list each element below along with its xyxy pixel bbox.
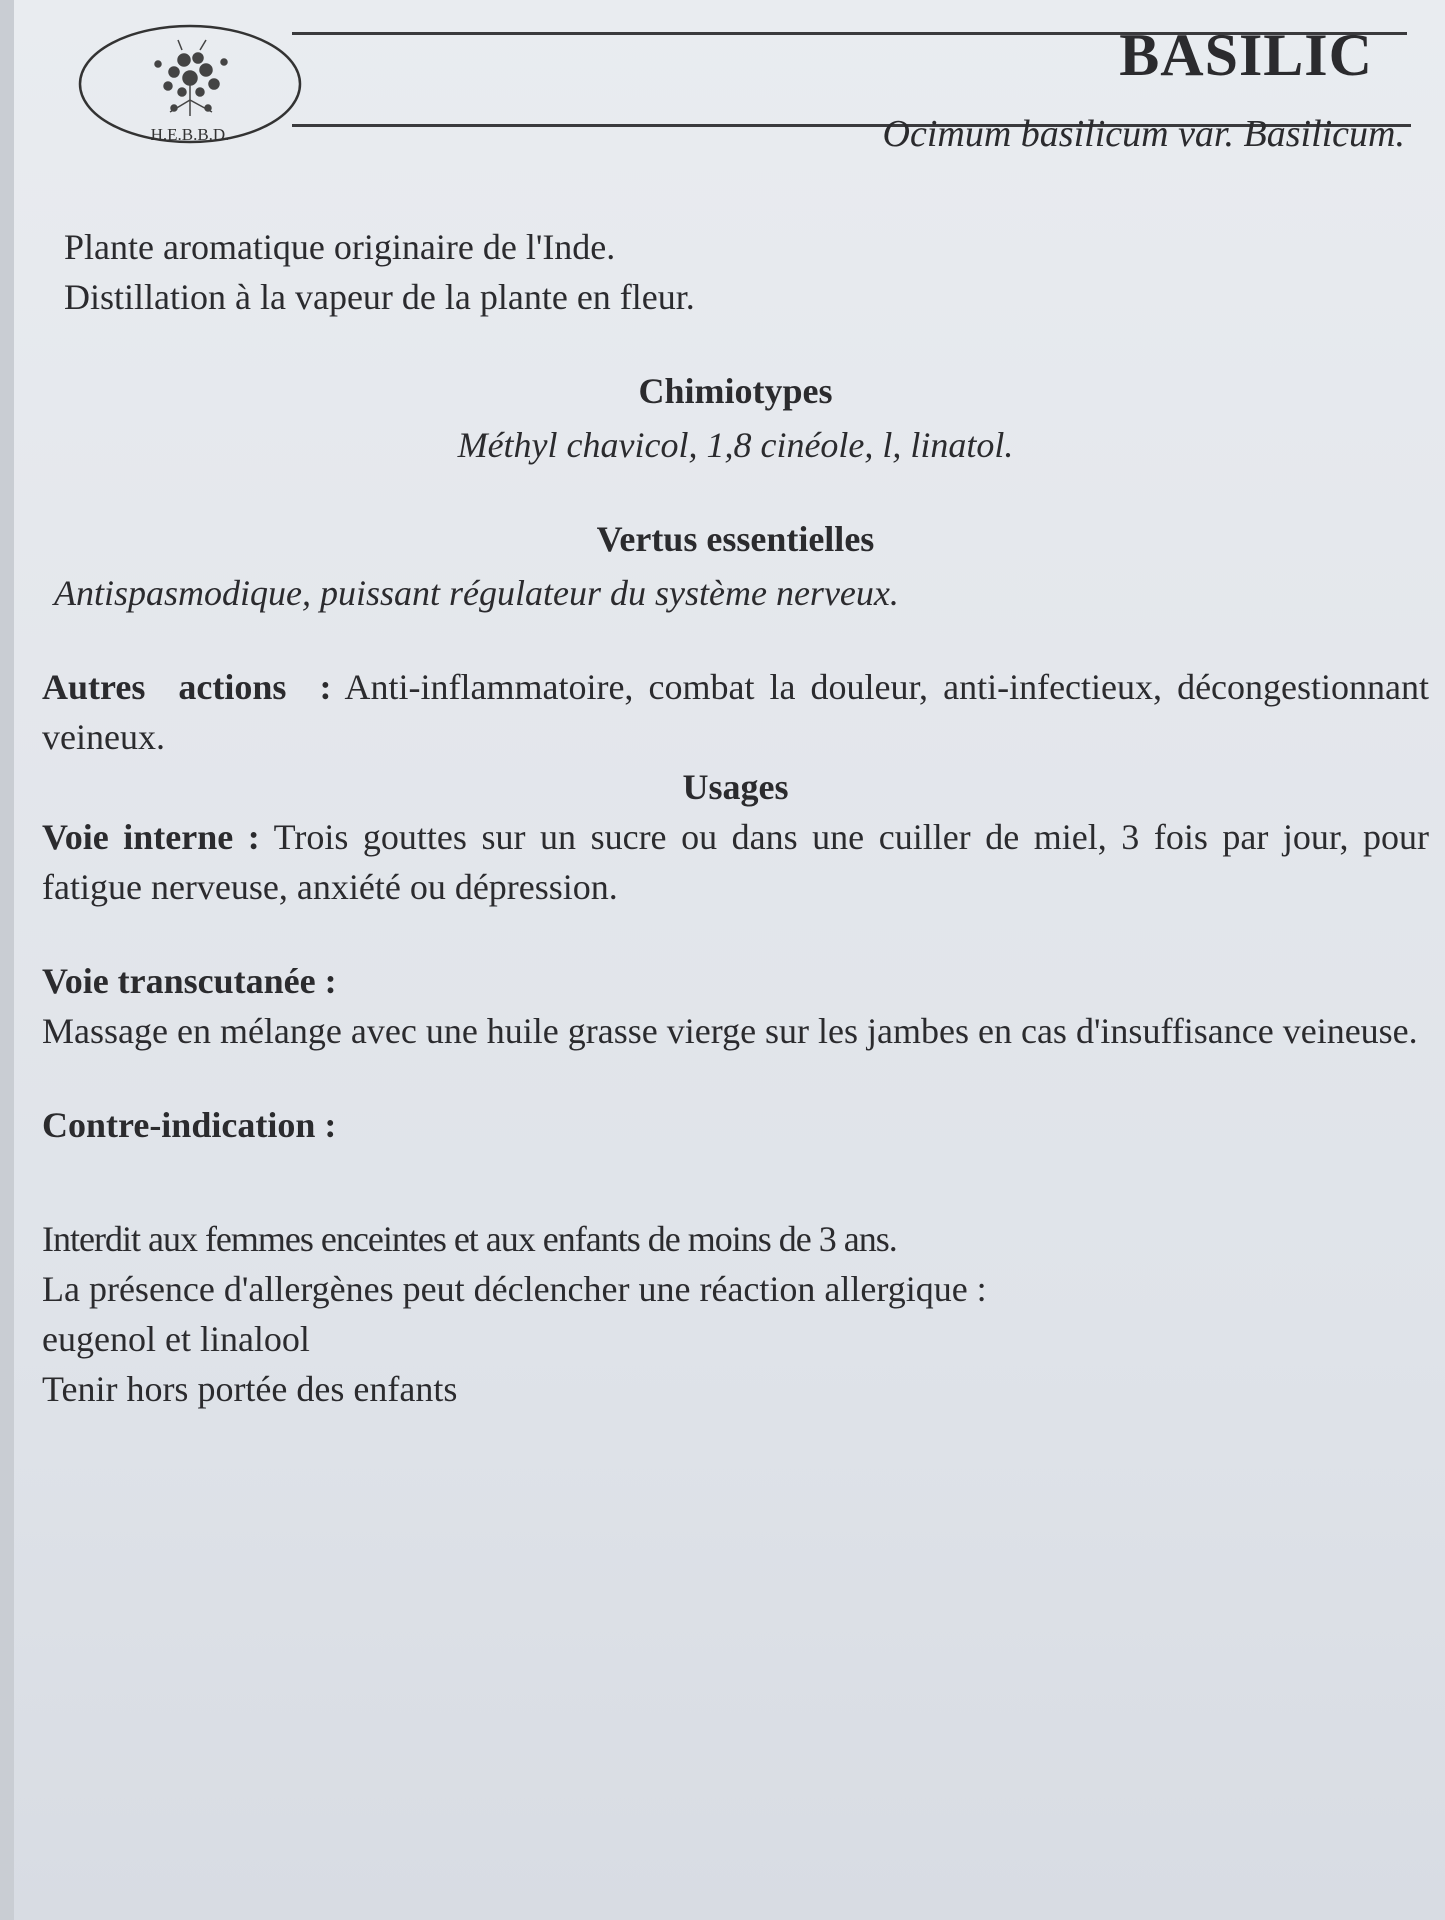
intro-line-origin: Plante aromatique originaire de l'Inde.: [64, 227, 616, 267]
voie-interne-label: Voie interne :: [42, 817, 260, 857]
contre-indication-label: Contre-indication :: [42, 1105, 337, 1145]
contre-indication-block: [42, 1214, 1429, 1414]
intro-block: [42, 222, 1429, 322]
contre-indication-line-allergenes: La présence d'allergènes peut déclencher une réaction allergique :: [42, 1269, 987, 1309]
latin-name: Ocimum basilicum var. Basilicum.: [882, 113, 1405, 155]
intro-line-distillation: Distillation à la vapeur de la plante en fleur.: [64, 277, 695, 317]
voie-transcutanee-label: Voie transcutanée :: [42, 961, 337, 1001]
chimiotypes-heading: Chimiotypes: [638, 371, 833, 411]
voie-transcutanee-text: Massage en mélange avec une huile grasse vierge sur les jambes en cas d'insuffisance veineuse.: [42, 1011, 1418, 1051]
vertus-heading: Vertus essentielles: [596, 519, 875, 559]
contre-indication-line-allergen-list: eugenol et linalool: [42, 1319, 310, 1359]
usages-heading: Usages: [682, 767, 789, 807]
page-title: BASILIC: [1119, 22, 1373, 88]
voie-interne-text: Trois gouttes sur un sucre ou dans une cuiller de miel, 3 fois par jour, pour fatigue nerveuse, anxiété ou dépression.: [42, 817, 1430, 907]
logo-text: H.E.B.B.D.: [150, 125, 230, 144]
autres-actions-text: Anti-inflammatoire, combat la douleur, anti-infectieux, décongestionnant veineux.: [42, 667, 1430, 757]
herb-logo: [74, 20, 306, 158]
autres-actions-paragraph: [42, 662, 1429, 762]
autres-actions-label: Autres actions :: [42, 667, 332, 707]
document-body: [42, 222, 1429, 1414]
chimiotypes-text: Méthyl chavicol, 1,8 cinéole, l, linatol.: [457, 425, 1014, 465]
contre-indication-line-enfants: Tenir hors portée des enfants: [42, 1369, 458, 1409]
document-sheet: [14, 0, 1445, 1920]
contre-indication-line-femmes: Interdit aux femmes enceintes et aux enfants de moins de 3 ans.: [42, 1219, 897, 1259]
vertus-text: Antispasmodique, puissant régulateur du système nerveux.: [54, 573, 899, 613]
voie-interne-paragraph: [42, 812, 1429, 912]
